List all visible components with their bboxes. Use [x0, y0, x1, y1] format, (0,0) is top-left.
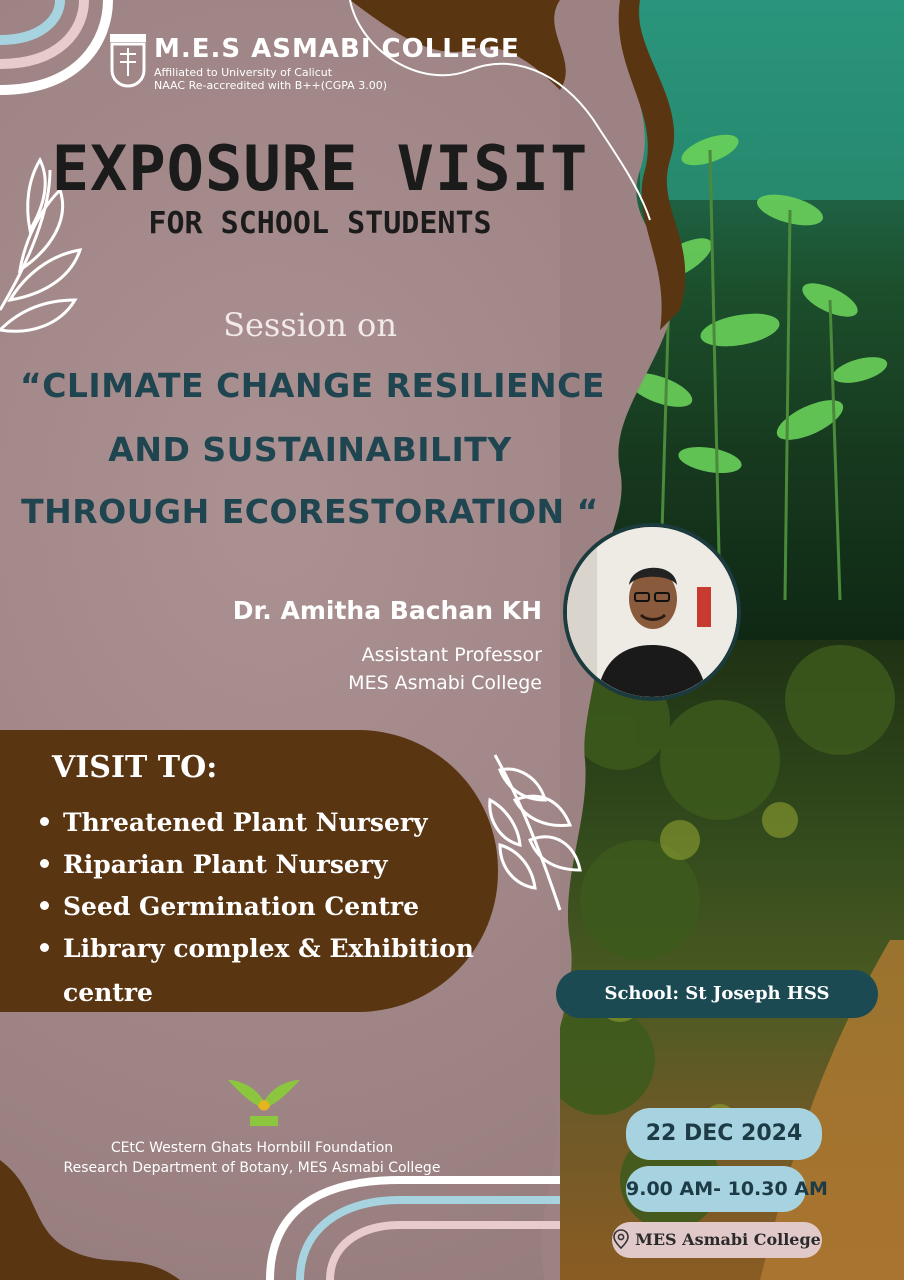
college-accreditation: NAAC Re-accredited with B++(CGPA 3.00) [154, 79, 387, 92]
college-emblem-icon [108, 32, 148, 88]
list-item-continuation: centre [63, 978, 153, 1007]
list-item: Threatened Plant Nursery [40, 808, 428, 837]
poster-title: EXPOSURE VISIT [51, 132, 589, 205]
school-badge: School: St Joseph HSS [556, 970, 878, 1018]
poster-subtitle: FOR SCHOOL STUDENTS [148, 206, 492, 241]
hornbill-logo-icon [226, 1072, 302, 1132]
location-pin-icon [613, 1229, 629, 1249]
venue-text: MES Asmabi College [635, 1230, 821, 1249]
college-name: M.E.S ASMABI COLLEGE [154, 34, 520, 64]
list-item: Library complex & Exhibition [40, 934, 474, 963]
visit-heading: VISIT TO: [52, 750, 218, 785]
college-affiliation: Affiliated to University of Calicut [154, 66, 333, 79]
list-item: Seed Germination Centre [40, 892, 419, 921]
speaker-photo [563, 523, 741, 701]
topic-line: AND SUSTAINABILITY [108, 430, 512, 469]
time-badge: 9.00 AM- 10.30 AM [626, 1166, 806, 1212]
footer-department: Research Department of Botany, MES Asmabi College [63, 1160, 441, 1176]
footer-organization: CEtC Western Ghats Hornbill Foundation [110, 1140, 394, 1156]
speaker-role: Assistant Professor [361, 644, 542, 666]
session-label: Session on [223, 306, 397, 344]
topic-line: “CLIMATE CHANGE RESILIENCE [20, 366, 605, 405]
topic-line: THROUGH ECORESTORATION “ [21, 492, 599, 531]
speaker-name: Dr. Amitha Bachan KH [232, 596, 542, 625]
venue-badge [612, 1222, 822, 1258]
speaker-organization: MES Asmabi College [348, 672, 542, 694]
list-item: Riparian Plant Nursery [40, 850, 388, 879]
date-badge: 22 DEC 2024 [626, 1108, 822, 1160]
